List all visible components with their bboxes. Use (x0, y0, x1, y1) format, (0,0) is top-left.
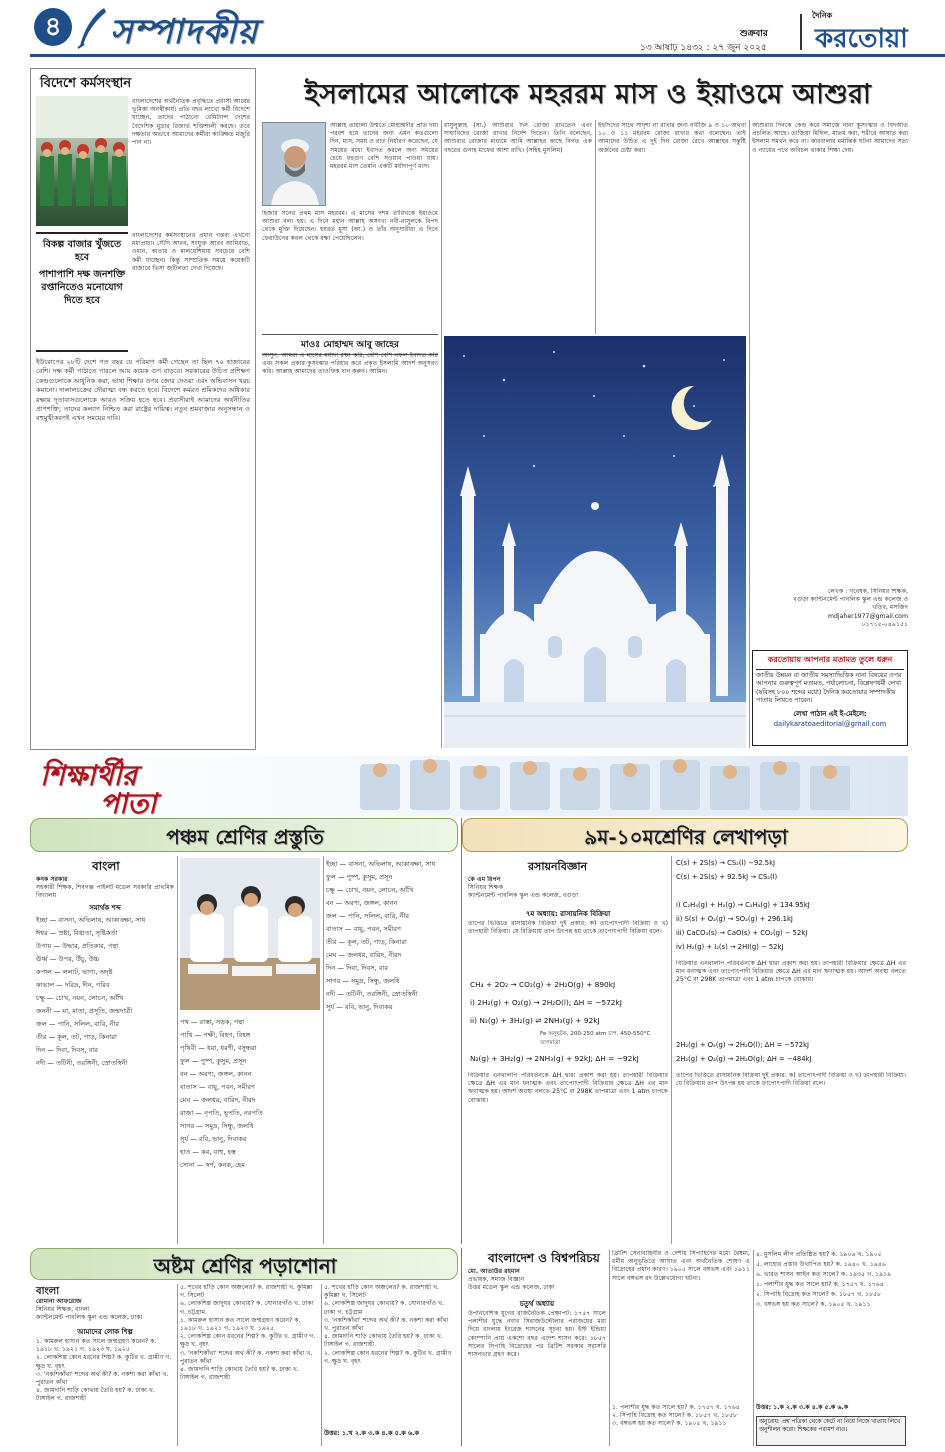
list-item: ১. কামরুল হাসান কত সালে জন্মগ্রহণ করেন? ক. ১৯১৮ খ. ১৯২১ গ. ১৯২৩ ঘ. ১৯২৫ (36, 1338, 157, 1354)
bgs-teacher-school: উত্তর মডেল স্কুল এন্ড কলেজ, ঢাকা (468, 1284, 555, 1292)
student-banner-line2: পাতা (100, 787, 157, 816)
class8-questions-mid (180, 1284, 318, 1446)
writer-line-2: বগুড়া ক্যান্টনমেন্ট পাবলিক স্কুল এন্ড কলেজ ও (793, 596, 908, 604)
class5-topic: সমার্থক শব্দ (89, 904, 121, 912)
list-item: ১. পলাশীর যুদ্ধ কত সালে হয়? ক. ১৭৫৭ খ. ১৭৬৪ (612, 1404, 740, 1411)
bgs-answers: উত্তর: ১.ক ২.ক ৩.ক ৪.ক ৫.ক ৬.ক (756, 1404, 849, 1411)
class8-teacher-school: ক্যান্টনমেন্ট পাবলিক স্কুল এন্ড কলেজ, ঢাকা (36, 1314, 143, 1322)
class9-teacher (468, 876, 668, 904)
column-rule (461, 1248, 462, 1446)
right-equation-1: C(s) + 2S(s) → CS₂(l) −92.5kJ (676, 859, 776, 867)
equation-4: N₂(g) + 3H₂(g) → 2NH₃(g) + 92kJ; ΔH = −92kJ (470, 1054, 639, 1063)
student-banner-line1: শিক্ষার্থীর (40, 759, 137, 792)
right-equation-5: iii) CaCO₃(s) → CaO(s) + CO₂(g) − 52kJ (676, 929, 808, 937)
column-rule (753, 1250, 754, 1446)
list-item: কাঙাল — দরিদ্র, দীন, গরিব (36, 981, 110, 989)
list-item: জল — পানি, সলিল, বারি, নীর (36, 1020, 119, 1028)
list-item: উপায় — উদ্ধার, প্রতিকার, পন্থা (36, 942, 119, 950)
feature-headline: ইসলামের আলোকে মহররম মাস ও ইয়াওমে আশুরা (304, 79, 872, 110)
list-item: ৫. লাহোর প্রস্তাব উত্থাপিত হয়? ক. ১৯৪০ খ. ১৯৪৬ (756, 1261, 886, 1268)
list-item: তীর — কূল, তট, পাড়, কিনারা (326, 938, 407, 946)
editorial-body-top: বাংলাদেশের অর্থনৈতিক প্রবৃদ্ধিতে প্রবাসী আয়ের ভূমিকা অনস্বীকার্য। প্রতি বছর লাখো কর্মী বিদেশে যাচ্ছেন, তাদের পাঠানো রেমিট্যান্স দেশের বৈদেশিক মুদ্রার রিজার্ভ শক্তিশালী করছে। তবে দক্ষতার অভাবে আমাদের কর্মীরা কাঙ্ক্ষিত মজুরি পান না। (132, 98, 250, 147)
list-item: ২. সিপাহি বিদ্রোহ কত সালে? ক. ১৮৫৭ খ. ১৮৫৮ (756, 1291, 882, 1298)
class9-banner (462, 818, 908, 852)
class5-banner-title: পঞ্চম শ্রেণির প্রস্তুতি (166, 825, 324, 849)
list-item: বন — অরণ্য, জঙ্গল, কানন (180, 1070, 252, 1078)
list-item: দিন — দিবা, দিবস, বার (326, 964, 388, 972)
list-item: ৬. লোকশিল্প জাদুঘর কোথায়? ক. সোনারগাঁও খ. ঢাকা গ. চট্টগ্রাম (324, 1300, 445, 1316)
writer-phone: ০১৭১৫-০৪৯১৫১ (861, 620, 908, 628)
list-item: ৪. মুসলিম লীগ প্রতিষ্ঠিত হয়? ক. ১৯০৬ খ. ১৯০৫ (756, 1251, 882, 1258)
list-item: ২. লোকশিল্প কোন ধরনের শিল্প? ক. কুটির খ. গ্রামীণ গ. ক্ষুদ্র ঘ. বৃহৎ (36, 1354, 172, 1370)
list-item: ৩. 'নকশিকাঁথা' শব্দের অর্থ কী? ক. নকশা করা কাঁথা খ. পুরাতন কাঁথা (324, 1316, 449, 1333)
column-rule (177, 856, 178, 1244)
list-item: ৩. বঙ্গভঙ্গ হয় কত সালে? ক. ১৯০৫ খ. ১৯১১ (756, 1301, 871, 1308)
feature-col-1: আল্লাহ তায়ালা উম্মতে মোহাম্মদীর প্রতি দয়া পরবশ হয়ে তাদের জন্য এমন কতগুলো দিন, মাস, সময় ও রাত নির্ধারণ করেছেন, যে সময়ের মধ্যে ইবাদত করলে অন্য সময়ের চেয়ে বহুগুণ বেশি সওয়াব পাওয়া যায়। মহররম মাস তেমনি একটি মর্যাদাপূর্ণ মাস। (330, 122, 438, 171)
right-equation-8: 2H₂(g) + O₂(g) → 2H₂O(g); ΔH = −484kJ (676, 1055, 812, 1063)
equation-3: ii) N₂(g) + 3H₂(g) ⇌ 2NH₃(g) + 92kJ (470, 1016, 600, 1025)
letters-box-send-line: লেখা পাঠান এই ই-মেইলে: (793, 709, 867, 718)
bgs-teacher-designation: প্রভাষক, সমাজ বিজ্ঞান (468, 1276, 525, 1284)
right-equation-2: C(s) + 2S(s) + 92.5kJ → CS₂(l) (676, 873, 778, 881)
class9-body-right: বিক্রিয়ার এনথালপি পরিবর্তনকে ΔH দ্বারা প্রকাশ করা হয়। তাপহারী বিক্রিয়ার ক্ষেত্রে ΔH এর মান ধনাত্মক এবং তাপোৎপাদী বিক্রিয়ার ক্ষেত্রে ΔH এর মান ঋণাত্মক হয়। আদর্শ অবস্থা বলতে 25°C বা 298K তাপমাত্রা এবং 1 atm চাপকে বোঝায়। (676, 960, 906, 984)
list-item: জননী — মা, মাতা, প্রসূতি, জন্মদাত্রী (36, 1007, 133, 1015)
editorial-heading: বিদেশে কর্মসংস্থান (40, 76, 132, 91)
list-item: সূর্য — রবি, ভানু, দিবাকর (180, 1135, 247, 1143)
list-item: রাজা — নৃপতি, ভূপতি, নরপতি (180, 1109, 263, 1117)
list-item: ৪. জামদানি শাড়ি কোথায় তৈরি হয়? ক. ঢাকা খ. টাঙ্গাইল গ. রাজশাহী (180, 1366, 299, 1382)
student-banner (30, 756, 908, 816)
class9-intro: তাপের ভিত্তিতে রাসায়নিক বিক্রিয়া দুই প্রকার: ক) তাপোৎপাদী বিক্রিয়া ও খ) তাপহারী বিক্রিয়া। যে বিক্রিয়ায় তাপ উৎপন্ন হয় তাকে তাপোৎপাদী বিক্রিয়া বলে। (468, 920, 668, 936)
list-item: দিন — দিবা, দিবস, বার (36, 1046, 98, 1054)
issue-date: ১৩ আষাঢ় ১৪৩২ : ২৭ জুন ২০২৫ (640, 43, 767, 53)
list-item: ৪. জামদানি শাড়ি কোথায় তৈরি হয়? ক. ঢাকা খ. টাঙ্গাইল গ. রাজশাহী (324, 1333, 443, 1349)
class5-word-list-mid (180, 1016, 320, 1244)
author-photo (262, 122, 326, 206)
class9-subject: রসায়নবিজ্ঞান (528, 860, 588, 873)
list-item: বাতাস — বায়ু, পবন, সমীরণ (326, 925, 402, 933)
list-item: চক্ষু — চোখ, নয়ন, লোচন, আঁখি (326, 886, 414, 894)
editorial-body-right: বাংলাদেশের কর্মসংস্থানের প্রধান গন্তব্য এখনো মধ্যপ্রাচ্য। সৌদি আরব, সংযুক্ত আরব আমিরাত, ওমান, কাতার ও মালয়েশিয়ায় সবচেয়ে বেশি কর্মী যাচ্ছেন। কিন্তু সাম্প্রতিক সময়ে কয়েকটি বাজারে ভিসা জটিলতা দেখা দিয়েছে। (132, 232, 250, 272)
list-item: কপাল — ললাট, ভাগ্য, অদৃষ্ট (36, 968, 113, 976)
bgs-teacher (468, 1268, 606, 1294)
list-item: ঈশ্বর — স্রষ্টা, বিধাতা, সৃষ্টিকর্তা (36, 929, 118, 937)
writer-line-1: লেখক : গবেষক, সিনিয়র শিক্ষক, (827, 588, 908, 595)
class5-teacher-school: সহকারী শিক্ষক, শিবগঞ্জ পাইলট মডেল সরকারি প্রাথমিক বিদ্যালয় (36, 884, 174, 898)
class9-chapter: ৭ম অধ্যায়: রাসায়নিক বিক্রিয়া (525, 910, 611, 918)
right-equation-4: ii) S(s) + O₂(g) → SO₂(g) + 296.1kJ (676, 915, 793, 923)
issue-weekday: শুক্রবার (740, 29, 768, 39)
callout-line-1: বিকল্প বাজার খুঁজতে হবে (42, 239, 122, 263)
bgs-footer-note: অনুরোধ: প্রশ্ন পত্রিকা থেকে কেটে না নিয়ে নিজে খাতায় লিখে অনুশীলন করো। শিক্ষকের পরামর্শ নাও। (756, 1416, 906, 1446)
bgs-teacher-name: মো. আতাউর রহমান (468, 1268, 520, 1275)
list-item: ইচ্ছা — বাসনা, অভিলাষ, আকাঙ্ক্ষা, সাধ (326, 860, 436, 868)
class8-banner (30, 1248, 458, 1280)
feature-col-3: ইহুদিদের সাথে সাদৃশ্য না রাখার জন্য নবীজি ৯ ও ১০ অথবা ১০ ও ১১ মহররম রোজা রাখার কথা বলেছেন। তাই আমাদের উচিত এ দুই দিন রোজা রেখে আল্লাহর সন্তুষ্টি অর্জনের চেষ্টা করা। (598, 122, 746, 154)
column-rule (323, 856, 324, 1244)
bgs-subject: বাংলাদেশ ও বিশ্বপরিচয় (488, 1251, 600, 1265)
list-item: ৪. জামদানি শাড়ি কোথায় তৈরি হয়? ক. ঢাকা খ. টাঙ্গাইল গ. রাজশাহী (36, 1387, 155, 1403)
list-item: ১. পলাশীর যুদ্ধ কত সালে হয়? ক. ১৭৫৭ খ. ১৭৬৪ (756, 1281, 884, 1288)
list-item: ৫. শখের হাঁড়ি কোন অঞ্চলের? ক. রাজশাহী খ. কুমিল্লা গ. সিলেট (324, 1284, 440, 1300)
list-item: নদী — তটিনী, তরঙ্গিনী, স্রোতস্বিনী (326, 990, 418, 998)
list-item: সাগর — সমুদ্র, সিন্ধু, জলধি (326, 977, 400, 985)
writer-note (752, 588, 908, 648)
class5-word-list-right (326, 858, 456, 1244)
class8-questions-right (324, 1284, 456, 1424)
class5-word-list (36, 914, 174, 1244)
list-item: ৩. 'নকশিকাঁথা' শব্দের অর্থ কী? ক. নকশা করা কাঁথা খ. পুরাতন কাঁথা (180, 1349, 313, 1365)
class9-body-left: বিক্রিয়ার এনথালপি পরিবর্তনকে ΔH দ্বারা প্রকাশ করা হয়। তাপহারী বিক্রিয়ার ক্ষেত্রে ΔH এর মান ধনাত্মক এবং তাপোৎপাদী বিক্রিয়ার ক্ষেত্রে ΔH এর মান ঋণাত্মক হয়। আদর্শ অবস্থা বলতে 25°C বা 298K তাপমাত্রা এবং 1 atm চাপকে বোঝায়। (468, 1072, 668, 1104)
bgs-body-2: ব্রিটিশ সেনাবাহিনীর ও দেশীয় সিপাহিদের মধ্যে বৈষম্য, ধর্মীয় অনুভূতিতে আঘাত এবং অর্থনৈতিক শোষণ এ বিদ্রোহের প্রধান কারণ। ১৯০৫ সালে বঙ্গভঙ্গ এবং ১৯১১ সালে বঙ্গভঙ্গ রদ উল্লেখযোগ্য ঘটনা। (612, 1250, 750, 1282)
bgs-mcq-right (756, 1250, 906, 1400)
class9-teacher-designation: সিনিয়র শিক্ষক (468, 884, 504, 892)
list-item: ফুল — পুষ্প, কুসুম, প্রসূন (180, 1057, 247, 1065)
list-item: ২. সিপাহি বিদ্রোহ কত সালে? ক. ১৮৫৭ খ. ১৮৫৮ (612, 1412, 738, 1420)
class9-banner-title: ৯ম-১০মশ্রেণির লেখাপড়া (584, 825, 788, 849)
letters-box-body: জাতীয় উন্নয়ন বা জাতীয় সমস্যাভিত্তিক নানা বিষয়ের ওপর আপনার গুরুত্বপূর্ণ মতামত, পর্যালোচনা, বিশ্লেষণধর্মী লেখা (ছবিসহ ৮০০ শব্দের মধ্যে) দৈনিক করতোয়ার সম্পাদকীয় পাতায় লিখতে পারেন। (756, 672, 902, 705)
class8-teacher (36, 1298, 174, 1324)
list-item: পাখি — পক্ষী, বিহগ, বিহঙ্গ (180, 1031, 251, 1039)
feature-col-2: রাসুলুল্লাহ (সা.) আশুরার দিন রোজা রাখতেন এবং সাহাবিদের রোজা রাখার নির্দেশ দিতেন। তিনি বলেছেন, আশুরার রোজার মাধ্যমে আমি আল্লাহর কাছে বিগত এক বছরের গুনাহ মাফের আশা রাখি। (সহিহ মুসলিম) (444, 122, 592, 154)
feature-col-5: আসুন, আমরা এ মাসের মর্যাদা রক্ষা করি, বেশি বেশি নফল ইবাদত করি এবং সকল প্রকার কুসংস্কার পরিহার করে প্রকৃত ইসলামি আদর্শ অনুসরণ করি। আল্লাহ আমাদের তাওফিক দান করুন। আমিন। (262, 352, 438, 376)
class9-teacher-name: কে এম রিপন (468, 876, 501, 883)
list-item: বন — অরণ্য, জঙ্গল, কানন (326, 899, 398, 907)
list-item: সোনা — স্বর্ণ, কনক, হেম (180, 1161, 245, 1169)
feature-col-4: আশুরার দিনকে কেন্দ্র করে সমাজে নানা কুসংস্কার ও বিদআত প্রচলিত আছে। তাজিয়া মিছিল, মাতম করা, শরীরে আঘাত করা ইসলাম সমর্থন করে না। কারবালার মর্মান্তিক ঘটনা আমাদের সত্য ও ন্যায়ের পথে অবিচল থাকার শিক্ষা দেয়। (752, 122, 908, 154)
class8-answers: উত্তর: ১.খ ২.ক ৩.ক ৪.ক ৫.ক ৬.ক (324, 1429, 419, 1437)
masthead (0, 0, 945, 66)
list-item: ৬. লোকশিল্প জাদুঘর কোথায়? ক. সোনারগাঁও খ. ঢাকা গ. চট্টগ্রাম (180, 1300, 314, 1316)
list-item: ফুল — পুষ্প, কুসুম, প্রসূন (326, 873, 393, 881)
masthead-underline (30, 54, 945, 57)
editorial-callout (36, 232, 128, 352)
class5-teacher (36, 876, 174, 898)
right-equation-3: i) C₂H₄(g) + H₂(g) → C₂H₆(g) + 134.95kJ (676, 901, 810, 909)
list-item: ৩. 'নকশিকাঁথা' শব্দের অর্থ কী? ক. নকশা করা কাঁথা খ. পুরাতন কাঁথা (36, 1370, 169, 1387)
paper-small-label: দৈনিক (812, 11, 833, 20)
editorial-body-bottom: ইউরোপের ২৮টি দেশে গত বছর যে পরিমাণ কর্মী গেছেন তা ছিল ৭০ হাজারের বেশি। দক্ষ কর্মী পাঠাতে পারলে আয় কয়েক গুণ বাড়বে। সরকারের উচিত প্রশিক্ষণ কেন্দ্রগুলোকে আধুনিক করা, ভাষা শিক্ষার ওপর জোর দেওয়া এবং অভিবাসন খরচ কমানো। দালালচক্রের দৌরাত্ম্য বন্ধ করতে হবে। বিদেশে কর্মরত শ্রমিকদের অধিকার রক্ষায় দূতাবাসগুলোকে আরও সক্রিয় হতে হবে। প্রবাসীরাই আমাদের অর্থনীতির প্রাণশক্তি; তাদের কল্যাণ নিশ্চিত করা রাষ্ট্রের দায়িত্ব। নতুন শ্রমবাজার অনুসন্ধান ও বহুমুখীকরণই এখন সময়ের দাবি। (36, 358, 250, 423)
page-number-badge: ৪ (34, 8, 72, 46)
mosque-illustration (444, 336, 746, 748)
paper-logo: করতোয়া (815, 24, 908, 54)
editorial-photo (36, 96, 128, 226)
list-item: বাতাস — বায়ু, পবন, সমীরণ (180, 1083, 256, 1091)
letters-box-title: করতোয়ায় আপনার মতামত তুলে ধরুন (756, 654, 904, 670)
list-item: ৫. শখের হাঁড়ি কোন অঞ্চলের? ক. রাজশাহী খ. কুমিল্লা গ. সিলেট (180, 1284, 313, 1300)
class8-teacher-name: রোমানা আফরোজ (36, 1298, 82, 1305)
letters-box (752, 650, 908, 746)
class9-teacher-school: ক্যান্টনমেন্ট পাবলিক স্কুল এন্ড কলেজ, বগুড়া (468, 892, 579, 900)
list-item: মেঘ — জলধর, বারিদ, নীরদ (180, 1096, 256, 1104)
feature-col-1b: হিজরি সনের প্রথম মাস মহররম। এ মাসের দশম তারিখকে ইয়াওমে আশুরা বলা হয়। এ দিনে মহান আল্লাহ অসংখ্য নবী-রাসুলকে বিপদ থেকে মুক্তি দিয়েছেন। হযরত মুসা (আ.) ও তাঁর অনুসারীরা এ দিনে ফেরাউনের কবল থেকে রক্ষা পেয়েছিলেন। (262, 210, 438, 242)
class5-subject: বাংলা (92, 859, 120, 873)
list-item: হাত — কর, বাহু, হস্ত (180, 1148, 236, 1156)
list-item: সাগর — সমুদ্র, সিন্ধু, জলধি (180, 1122, 254, 1130)
column-rule (461, 818, 462, 1244)
writer-email: mdjaher1977@gmail.com (827, 612, 908, 620)
masthead-divider (800, 14, 802, 50)
list-item: ঊর্ধ্ব — উপর, উঁচু, উচ্চ (36, 955, 100, 963)
column-rule (671, 856, 672, 1244)
list-item: ইচ্ছা — বাসনা, অভিলাষ, আকাঙ্ক্ষা, সাধ (36, 916, 146, 924)
class8-questions-left (36, 1338, 174, 1446)
callout-line-2: পাশাপাশি দক্ষ জনশক্তি রপ্তানিতেও মনোযোগ দিতে হবে (38, 269, 126, 306)
list-item: পথ — রাস্তা, সড়ক, পন্থা (180, 1018, 245, 1026)
column-rule (441, 120, 442, 748)
list-item: নদী — তটিনী, তরঙ্গিনী, স্রোতস্বিনী (36, 1059, 128, 1067)
section-title: সম্পাদকীয় (110, 12, 259, 52)
list-item: তীর — কূল, তট, পাড়, কিনারা (36, 1033, 117, 1041)
class5-teacher-name: কনক সরকার (36, 876, 68, 883)
class9-body-right-2: তাপের ভিত্তিতে রাসায়নিক বিক্রিয়া দুই প্রকার: ক) তাপোৎপাদী বিক্রিয়া ও খ) তাপহারী বিক্রিয়া। যে বিক্রিয়ায় তাপ উৎপন্ন হয় তাকে তাপোৎপাদী বিক্রিয়া বলে। (676, 1072, 906, 1088)
column-rule (609, 1250, 610, 1446)
column-rule (749, 120, 750, 748)
list-item: ২. লোকশিল্প কোন ধরনের শিল্প? ক. কুটির খ. গ্রামীণ গ. ক্ষুদ্র ঘ. বৃহৎ (324, 1349, 452, 1365)
class8-topic: আমাদের লোক শিল্প (77, 1328, 133, 1336)
list-item: ১. কামরুল হাসান কত সালে জন্মগ্রহণ করেন? ক. ১৯১৮ খ. ১৯২১ গ. ১৯২৩ ঘ. ১৯২৫ (180, 1316, 301, 1333)
column-rule (177, 1284, 178, 1446)
list-item: ২. লোকশিল্প কোন ধরনের শিল্প? ক. কুটির খ. গ্রামীণ গ. ক্ষুদ্র ঘ. বৃহৎ (180, 1333, 316, 1349)
right-equation-6: iv) H₂(g) + I₂(s) → 2HI(g) − 52kJ (676, 943, 784, 951)
list-item: চক্ষু — চোখ, নয়ন, লোচন, আঁখি (36, 994, 124, 1002)
column-rule (321, 1284, 322, 1446)
writer-line-3: খতিব, মসজিদ (872, 604, 908, 612)
class8-teacher-designation: সিনিয়র শিক্ষক, বাংলা (36, 1306, 90, 1314)
author-byline: মাওঃ মোহাম্মদ আবু জাহের (262, 334, 438, 355)
equation-2: i) 2H₂(g) + O₂(g) → 2H₂O(l); ΔH = −572kJ (470, 998, 622, 1007)
column-rule (595, 120, 596, 334)
catalyst-note: Fe অনুঘটক, 200-250 atm চাপ, 450-550°C তাপমাত্রা (540, 1031, 651, 1046)
bgs-body: উপনিবেশিক যুগের রাজনৈতিক প্রেক্ষাপট: ১৭৫৭ সালে পলাশীর যুদ্ধে নবাব সিরাজউদ্দৌলার পরাজয়ের মধ্য দিয়ে বাংলায় ইংরেজ শাসনের সূচনা হয়। ইস্ট ইন্ডিয়া কোম্পানি প্রায় একশো বছর এদেশ শাসন করে। ১৮৫৭ সালের সিপাহি বিদ্রোহের পর ব্রিটিশ সরকার সরাসরি শাসনভার গ্রহণ করে। (468, 1310, 606, 1359)
list-item: ৬. ভারত শাসন আইন কত সালে? ক. ১৯৩৫ খ. ১৯১৯ (756, 1271, 892, 1278)
list-item: মেঘ — জলধর, বারিদ, নীরদ (326, 951, 402, 959)
list-item: পৃথিবী — ধরা, ধরণী, বসুন্ধরা (180, 1044, 257, 1052)
list-item: ৩. বঙ্গভঙ্গ হয় কত সালে? ক. ১৯০৫ খ. ১৯১১ (612, 1420, 727, 1428)
class5-banner (30, 818, 458, 852)
class8-subject: বাংলা (36, 1286, 60, 1297)
right-equation-7: 2H₂(g) + O₂(g) → 2H₂O(l); ΔH = −572kJ (676, 1041, 810, 1049)
list-item: জল — পানি, সলিল, বারি, নীর (326, 912, 409, 920)
class5-photo (180, 858, 320, 1010)
letters-box-email[interactable]: dailykaratoaeditorial@gmail.com (773, 719, 887, 728)
bgs-chapter: চতুর্থ অধ্যায় (519, 1300, 555, 1308)
bgs-mcq (612, 1404, 750, 1446)
class8-banner-title: অষ্টম শ্রেণির পড়াশোনা (153, 1254, 337, 1278)
quill-icon (74, 6, 108, 50)
list-item: সূর্য — রবি, ভানু, দিবাকর (326, 1003, 393, 1011)
equation-1: CH₄ + 2O₂ → CO₂(g) + 2H₂O(g) + 890kJ (470, 980, 616, 989)
